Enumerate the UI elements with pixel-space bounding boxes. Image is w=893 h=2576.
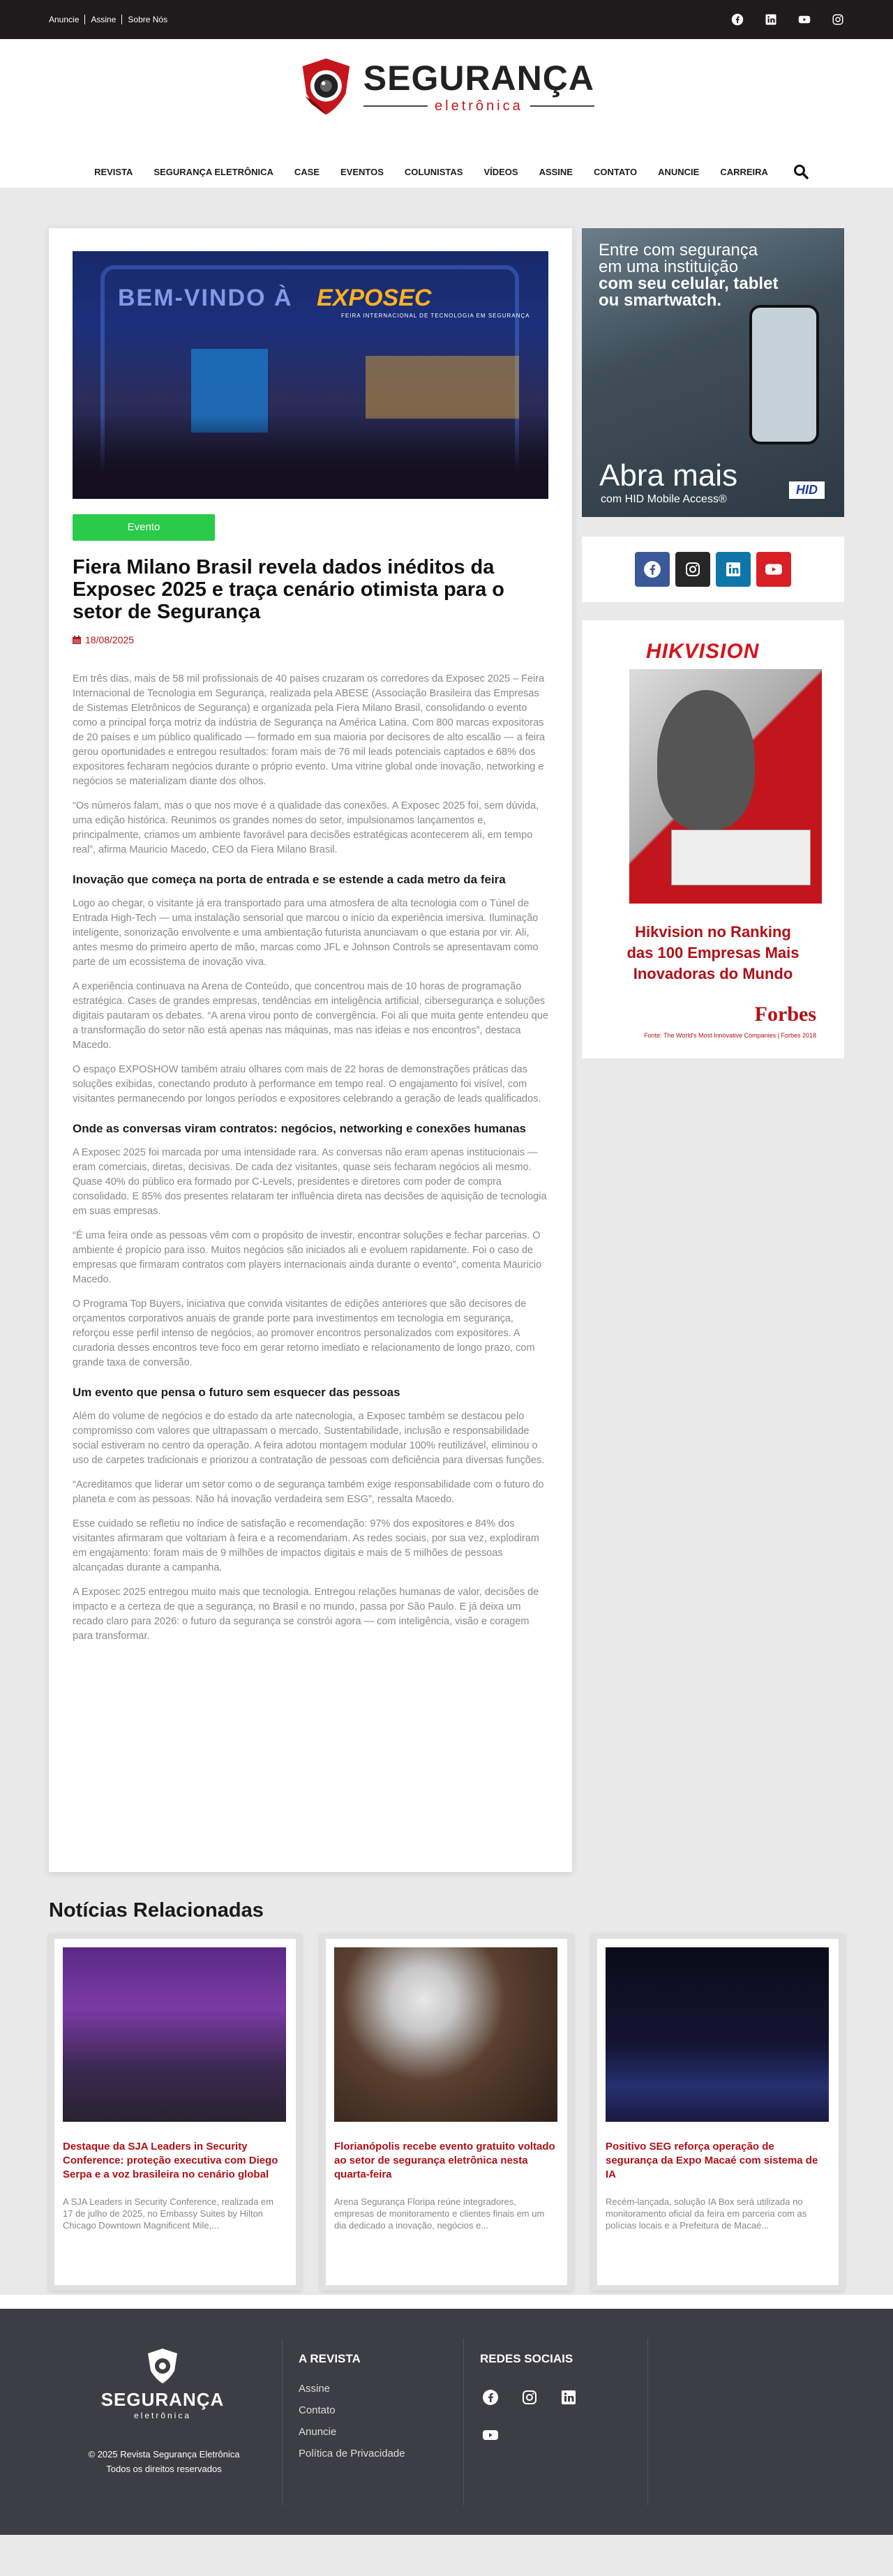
article-paragraph: Além do volume de negócios e do estado da arte natecnologia, a Exposec também se destacou pelo compromisso com valores que ultrapassam o mercado. Sustentabilidade, inclusão e responsabilidade social estiveram no centro da operação. A feira adotou montagem modular 100% reutilizável, eliminou o uso de carpetes tradicionais e priorizou a contratação de pessoas com deficiência para diversas funções. <box>73 1411 545 1466</box>
instagram-icon[interactable] <box>520 2388 539 2406</box>
site-header <box>0 39 893 188</box>
instagram-icon[interactable] <box>832 13 844 26</box>
footer-col-title-redes: REDES SOCIAIS <box>480 2352 573 2365</box>
related-card-image <box>63 1947 286 2122</box>
nav-item-revista[interactable]: REVISTA <box>94 166 133 177</box>
hikvision-ad-image <box>629 669 822 904</box>
top-social <box>731 13 844 26</box>
nav-item-contato[interactable]: CONTATO <box>593 166 638 177</box>
nav-item-seguranca-eletronica[interactable]: SEGURANÇA ELETRÔNICA <box>153 166 273 177</box>
facebook-icon[interactable] <box>481 2388 500 2406</box>
top-link-assine[interactable]: Assine <box>84 15 121 24</box>
nav-item-carreira[interactable]: CARREIRA <box>720 166 768 177</box>
hid-ad-line: ou smartwatch. <box>599 291 722 310</box>
site-logo[interactable] <box>299 52 594 121</box>
nav-item-anuncie[interactable]: ANUNCIE <box>658 166 700 177</box>
article-subheading: Um evento que pensa o futuro sem esquecer das pessoas <box>73 1386 400 1399</box>
nav-item-case[interactable]: CASE <box>294 166 320 177</box>
related-card-excerpt: A SJA Leaders in Security Conference, realizada em 17 de julho de 2025, no Embassy Suites by Hilton Chicago Downtown Magnificent Mile,... <box>63 2196 274 2231</box>
nav-item-videos[interactable]: VÍDEOS <box>483 166 518 177</box>
footer-link-assine[interactable]: Assine <box>299 2383 331 2395</box>
article-subheading: Onde as conversas viram contratos: negócios, networking e conexões humanas <box>73 1122 526 1135</box>
article-paragraph: “É uma feira onde as pessoas vêm com o propósito de investir, encontrar soluções e fechar parcerias. O ambiente é propício para isso. Muitos negócios são iniciados ali e evoluem rapidamente. Foi o caso de empresas que firmaram contratos com players internacionais ainda durante o evento”, comenta Mauricio Macedo. <box>73 1230 542 1285</box>
site-footer <box>0 2309 893 2535</box>
nav-item-colunistas[interactable]: COLUNISTAS <box>404 166 463 177</box>
nav-item-assine[interactable]: ASSINE <box>539 166 573 177</box>
footer-copyright <box>63 2447 265 2476</box>
hid-ad-line: em uma instituição <box>599 257 739 276</box>
footer-spacer <box>0 2295 893 2309</box>
sidebar-social <box>582 537 844 602</box>
article-paragraph: O Programa Top Buyers, iniciativa que convida visitantes de edições anteriores que são decisores de orçamentos corporativos anuais de grande porte para investimentos em tecnologia em segurança, reforçou esse perfil intenso de negócios, ao promover encontros personalizados com expositores. A curadoria desses encontros teve foco em gerar retorno imediato e relacionamento de longo prazo, com grande taxa de conversão. <box>73 1298 535 1368</box>
footer-logo[interactable] <box>96 2348 229 2420</box>
footer-links <box>299 2383 405 2469</box>
footer-logo-title: SEGURANÇA <box>100 2389 225 2410</box>
footer-logo-mark-icon <box>145 2348 180 2384</box>
related-card-image <box>334 1947 557 2122</box>
hid-ad-line: com seu celular, tablet <box>599 274 779 293</box>
hikvision-ad-line: Hikvision no Ranking <box>635 923 791 941</box>
calendar-icon <box>73 636 81 644</box>
footer-link-anuncie[interactable]: Anuncie <box>299 2426 337 2438</box>
linkedin-icon[interactable] <box>560 2388 578 2406</box>
footer-social <box>481 2388 579 2444</box>
linkedin-icon[interactable] <box>765 13 777 26</box>
forbes-logo: Forbes <box>754 1003 816 1026</box>
hero-brand-text: EXPOSEC <box>317 285 432 311</box>
related-card-title[interactable]: Destaque da SJA Leaders in Security Conference: proteção executiva com Diego Serpa e a voz brasileira no cenário global <box>63 2141 278 2180</box>
hid-ad-line: Entre com segurança <box>599 241 758 260</box>
article <box>49 228 572 1872</box>
article-paragraph: A Exposec 2025 entregou muito mais que tecnologia. Entregou relações humanas de valor, decisões de impacto e a certeza de que a segurança, no Brasil e no mundo, passa por São Paulo. E já deixa um recado claro para 2026: o futuro da segurança se constrói agora — com inteligência, visão e coragem para transformar. <box>73 1587 539 1642</box>
related-card[interactable] <box>320 1933 573 2291</box>
article-title: Fiera Milano Brasil revela dados inéditos da Exposec 2025 e traça cenário otimista para o setor de Segurança <box>73 556 504 623</box>
footer-logo-subtitle: eletrônica <box>133 2411 192 2420</box>
category-tag[interactable]: Evento <box>73 514 215 541</box>
hid-ad-big-text: Abra mais <box>599 458 738 493</box>
instagram-icon[interactable] <box>675 552 710 587</box>
related-card-title[interactable]: Florianópolis recebe evento gratuito voltado ao setor de segurança eletrônica nesta quarta-feira <box>334 2141 555 2180</box>
article-paragraph: Logo ao chegar, o visitante já era transportado para uma atmosfera de alta tecnologia com o Túnel de Entrada High-Tech — uma instalação sensorial que marcou o início da experiência imersiva. Iluminação inteligente, sonorização envolvente e uma ambientação futurista anunciavam o que estaria por vir. Ali, antes mesmo do primeiro aperto de mão, marcas como JFL e Johnson Controls se apresentavam como parte de um ecossistema de inovação viva. <box>73 898 539 968</box>
hikvision-banner-ad[interactable] <box>582 620 844 1058</box>
footer-divider <box>647 2338 648 2506</box>
hid-logo: HID <box>789 481 825 499</box>
article-hero-image <box>73 251 548 499</box>
logo-mark-icon <box>299 55 354 118</box>
copyright-line: Todos os direitos reservados <box>106 2464 222 2474</box>
youtube-icon[interactable] <box>798 13 811 26</box>
top-link-sobre[interactable]: Sobre Nós <box>121 15 173 24</box>
article-paragraph: Em três dias, mais de 58 mil profissionais de 40 países cruzaram os corredores da Exposec 2025 – Feira Internacional de Tecnologia em Segurança, realizada pela ABESE (Associação Brasileira das Empresas de Sistemas Eletrônicos de Segurança) e organizada pela Fiera Milano Brasil, consolidando o evento como a principal força motriz da indústria de Segurança na América Latina. Com 800 marcas expositoras de 20 países e um público qualificado — formado em sua maioria por decisores de alto escalão — a feira gerou oportunidades e entregou resultados: foram mais de 76 mil leads potenciais captados e 68% dos expositores fecharam negócios durante o próprio evento. Uma vitrine global onde inovação, networking e negócios se materializam diante dos olhos. <box>73 673 546 787</box>
logo-subtitle <box>363 98 594 114</box>
nav-item-eventos[interactable]: EVENTOS <box>340 166 384 177</box>
logo-title: SEGURANÇA <box>363 58 594 98</box>
hikvision-ad-text <box>582 922 844 984</box>
forbes-source: Fonte: The World's Most Innovative Companies | Forbes 2018 <box>644 1032 816 1039</box>
search-icon[interactable] <box>793 163 809 180</box>
top-link-anuncie[interactable]: Anuncie <box>49 15 80 24</box>
hero-welcome-text: BEM-VINDO À <box>118 285 293 311</box>
article-paragraph: A Exposec 2025 foi marcada por uma intensidade rara. As conversas não eram apenas institucionais — eram comerciais, diretas, decisivas. De cada dez visitantes, quase seis fecharam negócios ali mesmo. Quase 40% do público era formado por C-Levels, presidentes e diretores com poder de compra consolidado. E 85% dos presentes relataram ter influência direta nas decisões de aquisição de tecnologia em suas empresas. <box>73 1147 547 1217</box>
related-card-excerpt: Recém-lançada, solução IA Box será utilizada no monitoramento oficial da feira em parceria com as polícias locais e a Prefeitura de Macaé... <box>606 2196 807 2231</box>
hikvision-ad-line: Inovadoras do Mundo <box>633 965 793 982</box>
article-paragraph: “Acreditamos que liderar um setor como o de segurança também exige responsabilidade com o futuro do planeta e com as pessoas. Não há inovação verdadeira sem ESG”, ressalta Macedo. <box>73 1479 544 1505</box>
article-paragraph: O espaço EXPOSHOW também atraiu olhares com mais de 22 horas de demonstrações práticas das soluções exibidas, conectando produto à performance em tempo real. O engajamento foi visível, com visitantes permanecendo por longos períodos e expositores celebrando a geração de leads qualificados. <box>73 1064 541 1104</box>
related-card-title[interactable]: Positivo SEG reforça operação de segurança da Expo Macaé com sistema de IA <box>606 2141 818 2180</box>
related-card[interactable] <box>592 1933 844 2291</box>
facebook-icon[interactable] <box>731 13 744 26</box>
youtube-icon[interactable] <box>756 552 791 587</box>
article-paragraph: “Os números falam, mas o que nos move é a qualidade das conexões. A Exposec 2025 foi, sem dúvida, uma edição histórica. Reunimos os grandes nomes do setor, impulsionamos lançamentos e, principalmente, criamos um ambiente favorável para decisões estratégicas acontecerem ali, em tempo real”, afirma Mauricio Macedo, CEO da Fiera Milano Brasil. <box>73 800 539 855</box>
footer-col-title-revista: A REVISTA <box>299 2352 361 2365</box>
top-bar <box>0 0 893 39</box>
copyright-line: © 2025 Revista Segurança Eletrônica <box>88 2449 240 2459</box>
phone-image <box>749 305 819 444</box>
logo-text <box>363 59 594 114</box>
article-date <box>73 634 548 645</box>
hid-ad-sub-text: com HID Mobile Access® <box>601 493 727 505</box>
main-nav <box>0 163 893 180</box>
linkedin-icon[interactable] <box>716 552 751 587</box>
article-paragraph: Esse cuidado se refletiu no índice de satisfação e recomendação: 97% dos expositores e 84% dos visitantes afirmaram que voltariam à feira e a recomendariam. As redes sociais, por sua vez, explodiram em engajamento: foram mais de 9 milhões de impactos digitais e mais de 5 milhões de pessoas alcançadas durante a campanha. <box>73 1518 539 1573</box>
youtube-icon[interactable] <box>481 2426 500 2444</box>
article-subheading: Inovação que começa na porta de entrada e se estende a cada metro da feira <box>73 873 506 886</box>
hero-sub-text: FEIRA INTERNACIONAL DE TECNOLOGIA EM SEGURANÇA <box>341 313 530 319</box>
hid-banner-ad[interactable] <box>582 228 844 517</box>
hid-ad-headline <box>599 242 794 309</box>
article-paragraph: A experiência continuava na Arena de Conteúdo, que concentrou mais de 10 horas de programação estratégica. Cases de grandes empresas, tendências em inteligência artificial, cibersegurança e soluções digitais pautaram os debates. “A arena virou ponto de convergência. Foi ali que muita gente entendeu que a transformação do setor não está apenas nas máquinas, mas nas ideias e nos encontros”, destaca Macedo. <box>73 981 548 1051</box>
hikvision-logo: HIKVISION <box>646 640 760 663</box>
top-links <box>49 15 173 24</box>
footer-link-privacidade[interactable]: Política de Privacidade <box>299 2448 405 2459</box>
related-card-image <box>606 1947 829 2122</box>
related-news-title: Notícias Relacionadas <box>49 1899 264 1922</box>
related-card[interactable] <box>49 1933 301 2291</box>
article-date-text: 18/08/2025 <box>85 634 135 645</box>
article-body <box>73 672 548 1644</box>
footer-divider <box>282 2338 283 2506</box>
hikvision-ad-line: das 100 Empresas Mais <box>626 944 800 961</box>
facebook-icon[interactable] <box>635 552 670 587</box>
footer-link-contato[interactable]: Contato <box>299 2404 336 2416</box>
footer-divider <box>463 2338 464 2506</box>
related-card-excerpt: Arena Segurança Floripa reúne integradores, empresas de monitoramento e clientes finais em um dia dedicado a inovação, negócios e... <box>334 2196 545 2231</box>
content-area <box>0 188 893 2295</box>
logo-subtitle-text: eletrônica <box>435 98 523 114</box>
